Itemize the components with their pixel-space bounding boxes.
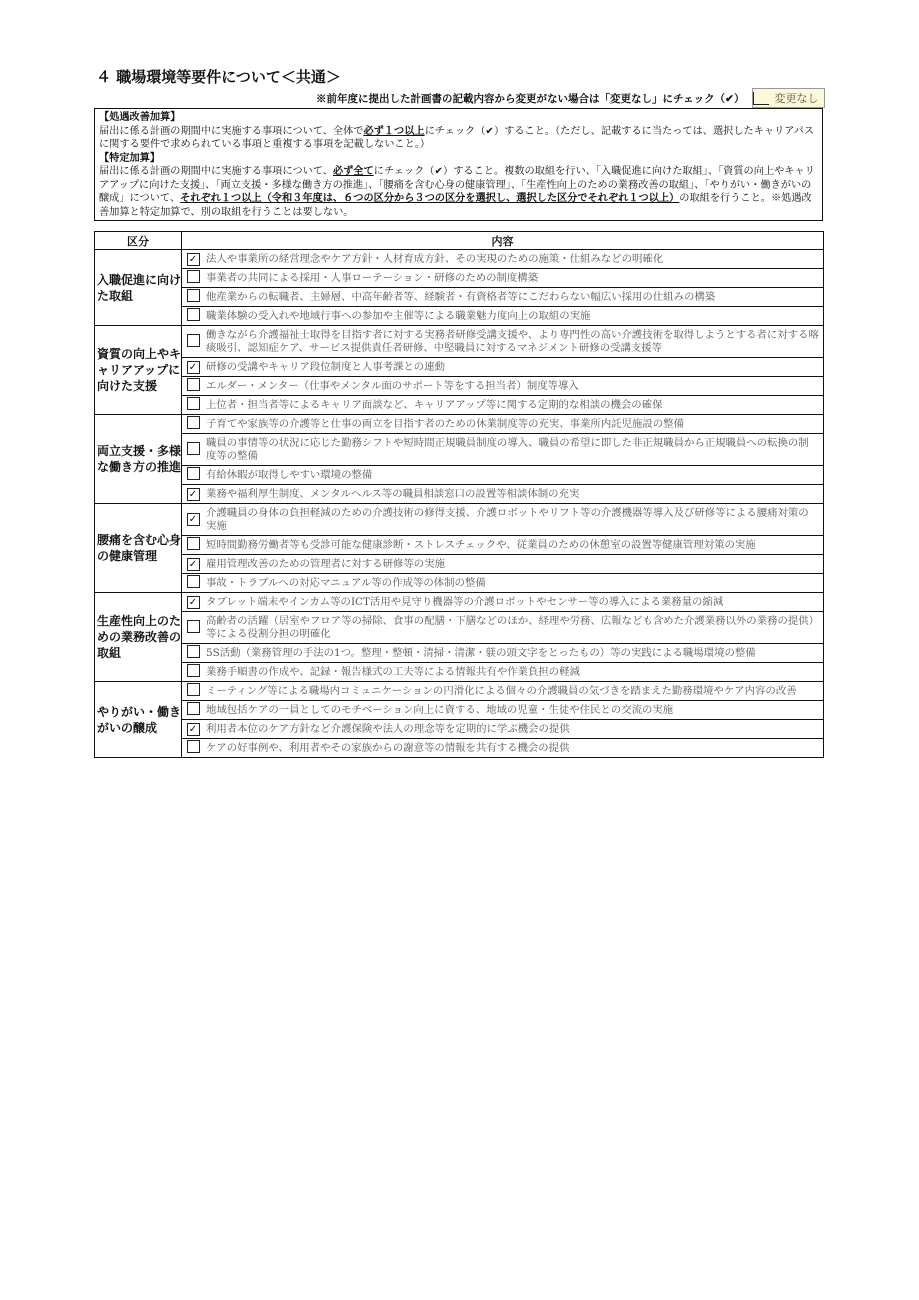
checkbox-cell xyxy=(182,326,205,358)
no-change-checkbox-field[interactable] xyxy=(752,88,825,108)
table-row xyxy=(95,288,824,307)
table-row xyxy=(95,485,824,504)
category-cell: 腰痛を含む心身の健康管理 xyxy=(95,504,182,593)
instructions-heading-tokutei: 【特定加算】 xyxy=(99,151,161,164)
item-checkbox[interactable] xyxy=(187,378,200,391)
item-text: ミーティング等による職場内コミュニケーションの円滑化による個々の介護職員の気づきを踏まえた勤務環境やケア内容の改善 xyxy=(204,682,824,701)
item-checkbox[interactable]: ✓ xyxy=(187,596,200,609)
item-checkbox[interactable] xyxy=(187,537,200,550)
item-checkbox[interactable] xyxy=(187,442,200,455)
checkbox-cell xyxy=(182,504,205,536)
item-text: 職員の事情等の状況に応じた勤務シフトや短時間正規職員制度の導入、職員の希望に即した非正規職員から正規職員への転換の制度等の整備 xyxy=(204,434,824,466)
item-checkbox[interactable]: ✓ xyxy=(187,723,200,736)
checkbox-cell xyxy=(182,415,205,434)
item-text: 雇用管理改善のための管理者に対する研修等の実施 xyxy=(204,555,824,574)
item-text: ケアの好事例や、利用者やその家族からの謝意等の情報を共有する機会の提供 xyxy=(204,739,824,758)
checkbox-cell xyxy=(182,377,205,396)
item-text: 事故・トラブルへの対応マニュアル等の作成等の体制の整備 xyxy=(204,574,824,593)
item-checkbox[interactable] xyxy=(187,740,200,753)
checkbox-cell xyxy=(182,555,205,574)
item-text: 研修の受講やキャリア段位制度と人事考課との連動 xyxy=(204,358,824,377)
item-text: 短時間勤務労働者等も受診可能な健康診断・ストレスチェックや、従業員のための休憩室の設置等健康管理対策の実施 xyxy=(204,536,824,555)
item-checkbox[interactable] xyxy=(187,397,200,410)
instructions-box xyxy=(94,108,823,221)
table-row xyxy=(95,415,824,434)
item-text: 業務手順書の作成や、記録・報告様式の工夫等による情報共有や作業負担の軽減 xyxy=(204,663,824,682)
no-change-label: 変更なし xyxy=(774,92,819,105)
table-row xyxy=(95,612,824,644)
table-row xyxy=(95,701,824,720)
item-text: 5S活動（業務管理の手法の1つ。整理・整頓・清掃・清潔・躾の頭文字をとったもの）等の実践による職場環境の整備 xyxy=(204,644,824,663)
item-checkbox[interactable] xyxy=(187,289,200,302)
item-text: 業務や福利厚生制度、メンタルヘルス等の職員相談窓口の設置等相談体制の充実 xyxy=(204,485,824,504)
category-cell: 資質の向上やキャリアアップに向けた支援 xyxy=(95,326,182,415)
table-row xyxy=(95,358,824,377)
checkbox-cell xyxy=(182,434,205,466)
checkbox-cell xyxy=(182,307,205,326)
item-text: タブレット端末やインカム等のICT活用や見守り機器等の介護ロボットやセンサー等の導入による業務量の縮減 xyxy=(204,593,824,612)
table-row xyxy=(95,250,824,269)
checkbox-cell xyxy=(182,536,205,555)
item-checkbox[interactable] xyxy=(187,645,200,658)
item-text: 有給休暇が取得しやすい環境の整備 xyxy=(204,466,824,485)
table-row xyxy=(95,326,824,358)
item-checkbox[interactable] xyxy=(187,702,200,715)
checkbox-cell xyxy=(182,682,205,701)
table-row xyxy=(95,269,824,288)
table-row xyxy=(95,555,824,574)
item-text: 介護職員の身体の負担軽減のための介護技術の修得支援、介護ロボットやリフト等の介護機器等導入及び研修等による腰痛対策の実施 xyxy=(204,504,824,536)
category-cell: 生産性向上のための業務改善の取組 xyxy=(95,593,182,682)
category-cell: やりがい・働きがいの醸成 xyxy=(95,682,182,758)
instructions-heading-shogu: 【処遇改善加算】 xyxy=(99,111,181,123)
checkbox-cell xyxy=(182,720,205,739)
item-checkbox[interactable] xyxy=(187,308,200,321)
item-checkbox[interactable] xyxy=(187,270,200,283)
table-row xyxy=(95,307,824,326)
table-row xyxy=(95,466,824,485)
item-checkbox[interactable] xyxy=(187,620,200,633)
table-row xyxy=(95,396,824,415)
checkbox-cell xyxy=(182,466,205,485)
checkbox-cell xyxy=(182,250,205,269)
item-text: 上位者・担当者等によるキャリア面談など、キャリアアップ等に関する定期的な相談の機会の確保 xyxy=(204,396,824,415)
instructions-paragraph-shogu: 届出に係る計画の期間中に実施する事項について、全体で必ず１つ以上にチェック（✔）すること。（ただし、記載するに当たっては、選択したキャリアパスに関する要件で求められている事項と重複する事項を記載しないこと。） xyxy=(99,124,815,150)
item-checkbox[interactable]: ✓ xyxy=(187,513,200,526)
column-header-category: 区分 xyxy=(95,232,182,250)
item-text: 事業者の共同による採用・人事ローテーション・研修のための制度構築 xyxy=(204,269,824,288)
table-row xyxy=(95,504,824,536)
item-text: 高齢者の活躍（居室やフロア等の掃除、食事の配膳・下膳などのほか、経理や労務、広報なども含めた介護業務以外の業務の提供）等による役割分担の明確化 xyxy=(204,612,824,644)
checkbox-cell xyxy=(182,663,205,682)
item-text: 地域包括ケアの一員としてのモチベーション向上に資する、地域の児童・生徒や住民との交流の実施 xyxy=(204,701,824,720)
item-text: 法人や事業所の経営理念やケア方針・人材育成方針、その実現のための施策・仕組みなどの明確化 xyxy=(204,250,824,269)
item-checkbox[interactable] xyxy=(187,683,200,696)
item-checkbox[interactable]: ✓ xyxy=(187,253,200,266)
checkbox-cell xyxy=(182,644,205,663)
item-checkbox[interactable]: ✓ xyxy=(187,558,200,571)
item-checkbox[interactable] xyxy=(187,334,200,347)
table-row xyxy=(95,536,824,555)
item-text: 子育てや家族等の介護等と仕事の両立を目指す者のための休業制度等の充実、事業所内託児施設の整備 xyxy=(204,415,824,434)
column-header-content: 内容 xyxy=(182,232,824,250)
item-checkbox[interactable]: ✓ xyxy=(187,488,200,501)
checkbox-cell xyxy=(182,593,205,612)
table-row xyxy=(95,739,824,758)
no-change-note xyxy=(316,88,825,108)
item-text: 利用者本位のケア方針など介護保険や法人の理念等を定期的に学ぶ機会の提供 xyxy=(204,720,824,739)
table-row xyxy=(95,593,824,612)
table-row xyxy=(95,377,824,396)
checkbox-cell xyxy=(182,288,205,307)
item-text: 他産業からの転職者、主婦層、中高年齢者等、経験者・有資格者等にこだわらない幅広い採用の仕組みの構築 xyxy=(204,288,824,307)
page-title: ４ 職場環境等要件について＜共通＞ xyxy=(96,68,341,86)
no-change-checkbox[interactable] xyxy=(753,92,769,105)
item-checkbox[interactable]: ✓ xyxy=(187,361,200,374)
checkbox-cell xyxy=(182,485,205,504)
table-row xyxy=(95,682,824,701)
item-text: エルダー・メンター（仕事やメンタル面のサポート等をする担当者）制度等導入 xyxy=(204,377,824,396)
category-cell: 入職促進に向けた取組 xyxy=(95,250,182,326)
checkbox-cell xyxy=(182,396,205,415)
checkbox-cell xyxy=(182,574,205,593)
checkbox-cell xyxy=(182,612,205,644)
checkbox-cell xyxy=(182,739,205,758)
checkbox-cell xyxy=(182,269,205,288)
item-text: 働きながら介護福祉士取得を目指す者に対する実務者研修受講支援や、より専門性の高い介護技術を取得しようとする者に対する喀痰吸引、認知症ケア、サービス提供責任者研修、中堅職員に対するマネジメント研修の受講支援等 xyxy=(204,326,824,358)
table-row xyxy=(95,663,824,682)
no-change-note-text: ※前年度に提出した計画書の記載内容から変更がない場合は「変更なし」にチェック（✔） xyxy=(316,92,745,105)
instructions-paragraph-tokutei: 届出に係る計画の期間中に実施する事項について、必ず全てにチェック（✔）すること。複数の取組を行い、「入職促進に向けた取組」、「資質の向上やキャリアアップに向けた支援」、「両立支援・多様な働き方の推進」、「腰痛を含む心身の健康管理」、「生産性向上のための業務改善の取組」、「やりがい・働きがいの醸成」について、それぞれ１つ以上（令和３年度は、６つの区分から３つの区分を選択し、選択した区分でそれぞれ１つ以上）の取組を行うこと。※処遇改善加算と特定加算で、別の取組を行うことは要しない。 xyxy=(99,165,815,218)
item-checkbox[interactable] xyxy=(187,664,200,677)
category-cell: 両立支援・多様な働き方の推進 xyxy=(95,415,182,504)
item-checkbox[interactable] xyxy=(187,416,200,429)
table-row xyxy=(95,574,824,593)
requirements-table xyxy=(94,231,824,758)
table-row xyxy=(95,720,824,739)
checkbox-cell xyxy=(182,701,205,720)
checkbox-cell xyxy=(182,358,205,377)
item-text: 職業体験の受入れや地域行事への参加や主催等による職業魅力度向上の取組の実施 xyxy=(204,307,824,326)
table-row xyxy=(95,644,824,663)
item-checkbox[interactable] xyxy=(187,575,200,588)
item-checkbox[interactable] xyxy=(187,467,200,480)
table-row xyxy=(95,434,824,466)
